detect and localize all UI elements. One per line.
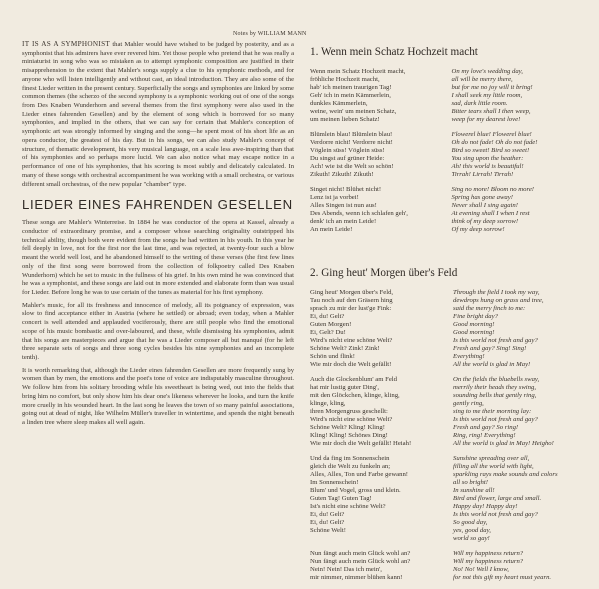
song-2 [310, 267, 593, 589]
german-lyrics: Auch die Glockenblum' am Feld hat mir lustig guter Ding', mit den Glöckchen, klinge, kling, klinge, kling, ihren Morgengruss geschellt: Wird's nicht eine schöne Welt? Schöne Welt? Kling! Kling! Kling! Kling! Schönes Ding! Wie mir doch die Welt gefällt! Heiah! [310, 376, 412, 447]
english-translation: On my love's wedding day, all will be merry there, but for me no joy will it bring! I shall seek my little room, sad, dark little room. Bitter tears shall I then weep, weep for my dearest love! [451, 68, 533, 123]
english-translation: Flowerel blue! Flowerel blue! Oh do not fade! Oh do not fade! Bird so sweet! Bird so sweet! You sing upon the heather: Ah! this world is beautiful! Tirrah! Lirrah! Tirrah! [451, 131, 538, 178]
german-lyrics: Nun fängt auch mein Glück wohl an? Nun fängt auch mein Glück wohl an? Nein! Nein! Das ich mein', mir nimmer, nimmer blühen kann! [310, 550, 411, 581]
song-title: 2. Ging heut' Morgen über's Feld [310, 267, 458, 279]
intro-dropcap: IT IS AS A SYMPHONIST [22, 40, 111, 48]
stanza [310, 186, 590, 234]
stanza [310, 131, 590, 179]
notes-byline: Notes by WILLIAM MANN [233, 31, 307, 37]
stanza [310, 68, 590, 124]
song-1 [310, 46, 590, 241]
german-lyrics: Und da fing im Sonnenschein gleich die Welt zu funkeln an; Alles, Alles, Ton und Farbe gewann! Im Sonnenschein! Blum' und Vogel, gross und klein. Guten Tag! Guten Tag! Ist's nicht eine schöne Welt? Ei, du! Gelt? Ei, du! Gelt? Schöne Welt! [310, 455, 409, 534]
intro-paragraph [22, 40, 294, 189]
stanza [310, 376, 593, 448]
intro-text: that Mahler would have wished to be judged by posterity, and as a symphonist that his admirers have ever revered him. Yet those people who pretend that he was really a miniaturist in song who was so mistaken as to attempt symphonic composition are justified in their misapprehension to the extent that Mahler's songs supply a clue to his symphonic methods, and for anyone who will listen intelligently and without cast, an ideal introduction. They are also some of the finest Lieder written in the present century. Superficially the songs and symphonies are linked by some common themes (the scherzo of the second symphony is a symphonic working out of one of the songs from Des Knaben Wunderhorn and several themes from the first symphony were also used in the Lieder eines fahrenden Gesellen) and by the element of song which is borrowed for so many symphonies, and implied in the others, that we can say for certain that Mahler's conception of symphonic art was strongly informed by singing and the song—he spent most of his short life as an opera conductor, the greatest of his day. But in his songs, we can also study Mahler's concept of structure, of thematic development, his very musical language, on a scale less awe-inspiring than that of his symphonies and so perhaps more lucid. We can also notice what may escape notice in a performance of one of his symphonies, that his scoring is most subtly and delicately calculated. In many of these songs with orchestral accompaniment he was working with a small orchestra, or various different small orchestras, of the new popular "chamber" type. [22, 41, 294, 188]
song-title: 1. Wenn mein Schatz Hochzeit macht [310, 46, 478, 58]
paragraph-3: Mahler's music, for all its freshness and innocence of melody, all its poignancy of expression, was slow to find acceptance either in Austria (where he settled) or abroad; even today, when a Mahler concert is well attended and applauded vociferously, there are still people who find the emotional scope of his music bombastic and over-laboured, and these, while dismissing his symphonies, admit that his songs are masterpieces and argue that he was a Lieder composer all but manqué (for he left three separate sets of songs and three song cycles besides his nine symphonies and an incomplete tenth). [22, 301, 294, 361]
german-lyrics: Blümlein blau! Blümlein blau! Verdorre nicht! Verdorre nicht! Vöglein süss! Vöglein süss! Du singst auf grüner Heide: Ach! wie ist die Welt so schön! Zikuth! Zikuth! Zikuth! [310, 131, 394, 178]
english-translation: Through the field I took my way, dewdrops hung on grass and tree, said the merry finch to me: Fine bright day? Good morning! Good morning! Is this world not fresh and gay? Fresh and gay? Sing! Sing! Everything! All the world is glad in May! [453, 289, 544, 368]
paragraph-2: These songs are Mahler's Winterreise. In 1884 he was conductor of the opera at Kassel, already a conductor of extraordinary promise, and a composer whose searching originality outstripped his technical ability, though both were evident from the songs he had written in his youth. In this year he fell deeply in love, not for the first nor the last time, and was rejected, at twenty-four such a blow meant the world well lost, and he abandoned himself to the writing of these verses (the first few lines only of the first song were borrowed from the collection of folkpoetry called Des Knaben Wunderhorn) which he set to music in the fullness of his grief. In his own mind he was convinced that he was a symphonist, and these songs are laid out in more extended and elaborate form than was usual for Lieder. Before long he was to use certain of the tunes as material for his first symphony. [22, 219, 294, 296]
stanza [310, 455, 593, 543]
german-lyrics: Wenn mein Schatz Hochzeit macht, fröhliche Hochzeit macht, hab' ich meinen traurigen Tag! Geh' ich in mein Kämmerlein, dunkles Kämmerlein, weine, wein' um meinen Schatz, um meinen lieben Schatz! [310, 68, 406, 123]
english-translation: Sunshine spreading over all, filling all the world with light, sparkling rays make sounds and colors all so bright! In sunshine all! Bird and flower, large and small. Happy day! Happy day! Is this world not fresh and gay? So good day, yes, good day, world so gay! [453, 455, 558, 542]
english-translation: On the fields the bluebells sway, merrily their heads they swing, sounding bells that gently ring, gently ring, sing to me their morning lay: Is this world not fresh and gay? Fresh and gay? So ring! Ring, ring! Everything! All the world is glad in May! Heigho! [453, 376, 554, 447]
stanza [310, 289, 593, 369]
german-lyrics: Singet nicht! Blühet nicht! Lenz ist ja vorbei! Alles Singen ist nun aus! Des Abends, wenn ich schlafen geh', denk' ich an mein Leide! An mein Leide! [310, 186, 408, 233]
paragraph-4: It is worth remarking that, although the Lieder eines fahrenden Gesellen are more frequently sung by women than by men, the emotions and the poet's tone of voice are indisputably masculine throughout. We follow him from his solitary brooding while his sweetheart is being wed, out into the fields that bring him no comfort, but only show him his dear one's likeness wherever he looks, and turn the knife more cruelly in his wounded heart. In the last song he leaves the town of so many painful associations, going out at dead of night, like Wilhelm Müller's traveller in wintertime, and spends the night beneath a linden tree where sleep makes all well again. [22, 366, 294, 427]
german-lyrics: Ging heut' Morgen über's Feld, Tau noch auf den Gräsern hing sprach zu mir der lust'ge Fink: Ei, du! Gelt? Guten Morgen! Ei, Gelt? Du! Wird's nicht eine schöne Welt? Schöne Welt? Zink! Zink! Schön und flink! Wie mir doch die Welt gefällt! [310, 289, 394, 368]
section-title: LIEDER EINES FAHRENDEN GESELLEN [22, 197, 293, 213]
notes-column [22, 40, 294, 428]
english-translation: Will my happiness return? Will my happiness return? No! No! Well I know, for not this gift my heart must yearn. [453, 550, 552, 581]
stanza [310, 550, 593, 582]
english-translation: Sing no more! Bloom no more! Spring has gone away! Never shall I sing again! At evening shall I when I rest think of my deep sorrow! Of my deep sorrow! [451, 186, 535, 233]
